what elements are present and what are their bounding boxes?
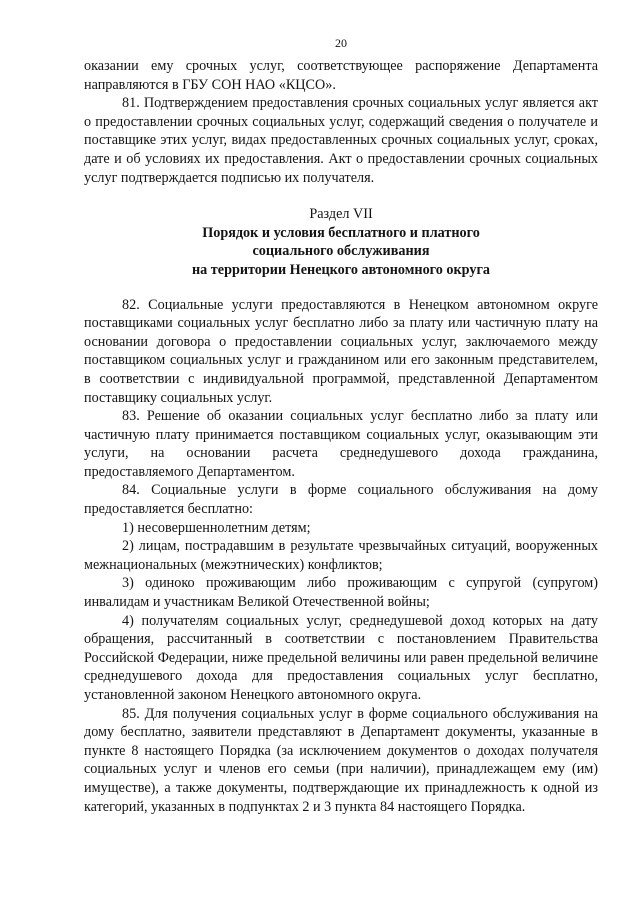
section-title-line: на территории Ненецкого автономного округа xyxy=(191,261,491,278)
paragraph-85: 85. Для получения социальных услуг в форме социального обслуживания на дому бесплатно, заявители представляют в Департамент документы, указанные в пункте 8 настоящего Порядка (за исключением документов о доходах получателя социальных услуг и членов его семьи (при наличии), принадлежащем ему (им) имуществе), а также документы, подтверждающие их принадлежность к одной из категорий, указанных в подпунктах 2 и 3 пункта 84 настоящего Порядка. xyxy=(84,705,598,815)
section-title-line: Порядок и условия бесплатного и платного xyxy=(202,224,480,241)
list-item-2: 2) лицам, пострадавшим в результате чрезвычайных ситуаций, вооруженных межнациональных (межэтнических) конфликтов; xyxy=(84,538,598,573)
intro-block xyxy=(84,57,598,187)
page-number: 20 xyxy=(335,36,347,50)
list-item-1: 1) несовершеннолетним детям; xyxy=(122,519,311,536)
section-title-line: социального обслуживания xyxy=(252,243,430,260)
paragraph-83: 83. Решение об оказании социальных услуг бесплатно либо за плату или частичную плату принимается поставщиком социальных услуг, оказывающим эти услуги, на основании расчета среднедушевого дохода гражданина, предоставляемого Департаментом. xyxy=(84,408,598,480)
paragraph-82: 82. Социальные услуги предоставляются в Ненецком автономном округе поставщиками социальных услуг бесплатно либо за плату или частичную плату на основании договора о предоставлении социальных услуг, заключаемого между поставщиком социальных услуг и гражданином или его законным представителем, в соответствии с индивидуальной программой, представленной Департаментом поставщику социальных услуг. xyxy=(84,296,598,406)
list-item-3: 3) одиноко проживающим либо проживающим с супругой (супругом) инвалидам и участникам Великой Отечественной войны; xyxy=(84,575,598,611)
paragraph-81: 81. Подтверждением предоставления срочных социальных услуг является акт о предоставлении срочных социальных услуг, содержащий сведения о получателе и поставщике этих услуг, видах предоставленных срочных социальных услуг, сроках, дате и об условиях их предоставления. Акт о предоставлении срочных социальных услуг подтверждается подписью их получателя. xyxy=(84,95,598,186)
section-title xyxy=(84,224,598,280)
section-label: Раздел VII xyxy=(309,206,373,223)
paragraph-continuation: оказании ему срочных услуг, соответствующее распоряжение Департамента направляются в ГБУ СОН НАО «КЦСО». xyxy=(84,58,598,93)
list-item-4: 4) получателям социальных услуг, среднедушевой доход которых на дату обращения, рассчитанный в соответствии с постановлением Правительства Российской Федерации, ниже предельной величины или равен предельной величине среднедушевого дохода для предоставления социальных услуг бесплатно, установленной законом Ненецкого автономного округа. xyxy=(84,612,598,703)
paragraph-84: 84. Социальные услуги в форме социального обслуживания на дому предоставляется бесплатно: xyxy=(84,482,598,518)
body-text xyxy=(84,296,598,817)
